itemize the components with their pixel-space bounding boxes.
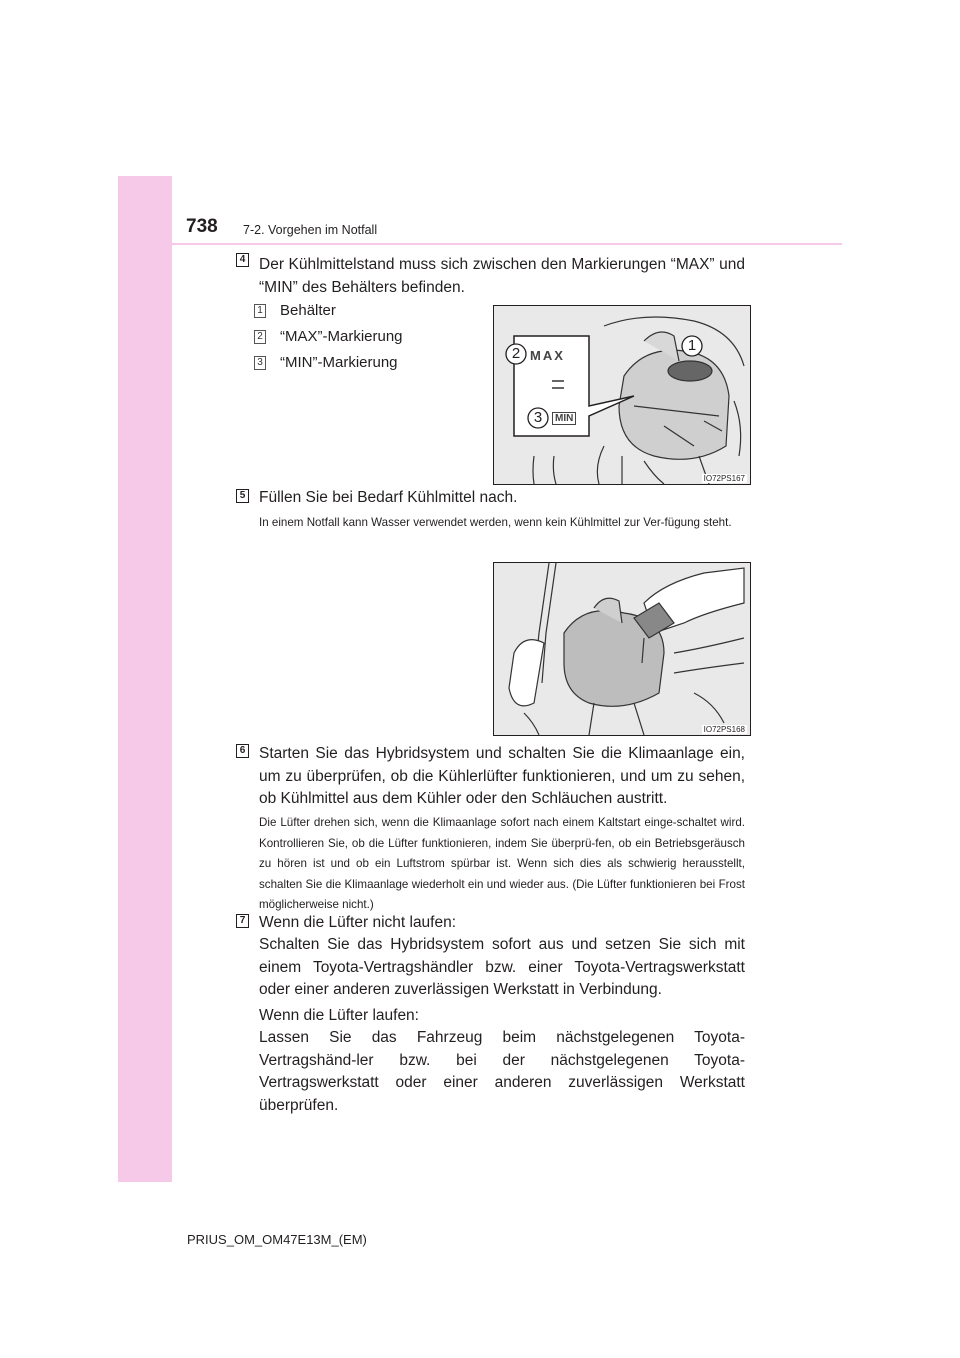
- step-number-box: 6: [236, 744, 249, 758]
- page-number: 738: [186, 216, 218, 237]
- step-number-box: 5: [236, 489, 249, 503]
- min-mark: MIN: [552, 412, 576, 425]
- refill-coolant-figure: [493, 562, 751, 736]
- legend-label: “MAX”-Markierung: [280, 328, 403, 345]
- step-6-text: Starten Sie das Hybridsystem und schalten Sie die Klimaanlage ein, um zu überprüfen, ob die Kühlerlüfter funktionieren, und um zu sehen, ob Kühlmittel aus dem Kühler oder den Schläuchen austritt.: [259, 745, 745, 807]
- legend-number: 1: [254, 304, 266, 318]
- step-7-case2-text: Lassen Sie das Fahrzeug beim nächstgelegenen Toyota-Vertragshänd-ler bzw. bei der nächstgelegenen Toyota-Vertragswerkstatt oder einer anderen zuverlässigen Werkstatt überprüfen.: [259, 1029, 745, 1114]
- refill-illustration: [494, 563, 750, 735]
- legend-label: Behälter: [280, 302, 336, 319]
- step-5-text: Füllen Sie bei Bedarf Kühlmittel nach.: [259, 489, 518, 506]
- step-7-case2-title: Wenn die Lüfter laufen:: [259, 1007, 419, 1024]
- max-mark: MAX: [530, 348, 565, 363]
- chapter-sidebar-tab: [118, 176, 172, 1182]
- step-7-case1-text: Schalten Sie das Hybridsystem sofort aus und setzen Sie sich mit einem Toyota-Vertragshändler bzw. einer Toyota-Vertragswerkstatt oder einer anderen zuverlässigen Werkstatt in Verbindung.: [259, 936, 745, 998]
- figure-code: IO72PS168: [703, 725, 745, 734]
- figure-code: IO72PS167: [703, 474, 745, 483]
- callout-2: 2: [511, 345, 521, 362]
- coolant-reservoir-figure: [493, 305, 751, 485]
- section-title: 7-2. Vorgehen im Notfall: [243, 223, 378, 237]
- step-number-box: 7: [236, 914, 249, 928]
- step-6-note: Die Lüfter drehen sich, wenn die Klimaanlage sofort nach einem Kaltstart einge-schaltet wird. Kontrollieren Sie, ob die Lüfter funktionieren, indem Sie überprü-fen, ob ein Betriebsgeräusch zu hören ist und ob ein Luftstrom spürbar ist. Wenn sich dies als schwierig herausstellt, schalten Sie die Klimaanlage wiederholt ein und wieder aus. (Die Lüfter funktionieren bei Frost möglicherweise nicht.): [259, 816, 745, 911]
- step-number-box: 4: [236, 253, 249, 267]
- legend-number: 3: [254, 356, 266, 370]
- header-rule: [172, 243, 842, 245]
- legend-number: 2: [254, 330, 266, 344]
- reservoir-illustration: [494, 306, 750, 484]
- step-5-note: In einem Notfall kann Wasser verwendet werden, wenn kein Kühlmittel zur Ver-fügung steht.: [259, 516, 732, 529]
- callout-3: 3: [533, 409, 543, 426]
- footer-doc-id: PRIUS_OM_OM47E13M_(EM): [187, 1232, 367, 1247]
- legend-label: “MIN”-Markierung: [280, 354, 398, 371]
- callout-1: 1: [687, 337, 697, 354]
- step-7-case1-title: Wenn die Lüfter nicht laufen:: [259, 914, 457, 931]
- step-4-text: Der Kühlmittelstand muss sich zwischen den Markierungen “MAX” und “MIN” des Behälters befinden.: [259, 256, 745, 296]
